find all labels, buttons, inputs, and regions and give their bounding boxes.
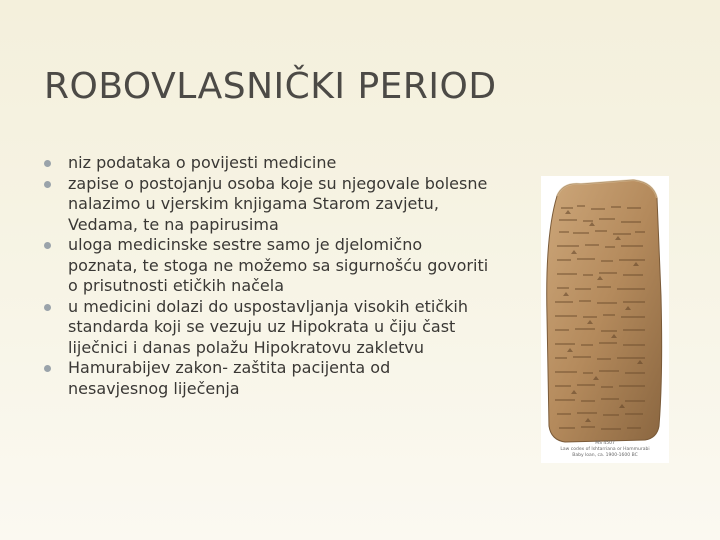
bullet-dot-icon [44, 365, 51, 372]
caption-line: Baby loan, ca. 1900-1600 BC [572, 453, 638, 458]
clay-tablet-icon [541, 176, 669, 463]
bullet-item [44, 358, 544, 399]
bullet-dot-icon [44, 242, 51, 249]
bullet-dot-icon [44, 181, 51, 188]
bullet-dot-icon [44, 160, 51, 167]
bullet-list [44, 153, 544, 399]
bullet-item [44, 235, 544, 297]
image-caption [541, 441, 669, 459]
bullet-item [44, 297, 544, 359]
caption-line: Law codex of Ishtarriana or Hammurabi [560, 447, 650, 452]
bullet-dot-icon [44, 304, 51, 311]
bullet-text: uloga medicinske sestre samo je djelomično [68, 235, 423, 254]
bullet-item [44, 153, 544, 174]
cuneiform-tablet-image [541, 176, 669, 463]
bullet-text: standarda koji se vezuju uz Hipokrata u čiju čast [68, 317, 456, 336]
bullet-text: nalazimo u vjerskim knjigama Starom zavjetu, [68, 194, 439, 213]
bullet-text: liječnici i danas polažu Hipokratovu zakletvu [68, 337, 425, 357]
bullet-text: poznata, te stoga ne možemo sa sigurnošću govoriti [68, 255, 489, 275]
bullet-text: o prisutnosti etičkih načela [68, 276, 285, 295]
bullet-text: Hamurabijev zakon- zaštita pacijenta od [68, 358, 391, 377]
slide-title: ROBOVLASNIČKI PERIOD [44, 66, 497, 107]
bullet-text: Vedama, te na papirusima [68, 214, 279, 234]
bullet-text: zapise o postojanju osoba koje su njegovale bolesne [68, 173, 488, 193]
bullet-item [44, 174, 544, 236]
caption-line: MS 4507 [595, 441, 615, 446]
bullet-text: niz podataka o povijesti medicine [68, 153, 337, 172]
bullet-text: u medicini dolazi do uspostavljanja visokih etičkih [68, 296, 468, 316]
bullet-text: nesavjesnog liječenja [68, 378, 240, 398]
